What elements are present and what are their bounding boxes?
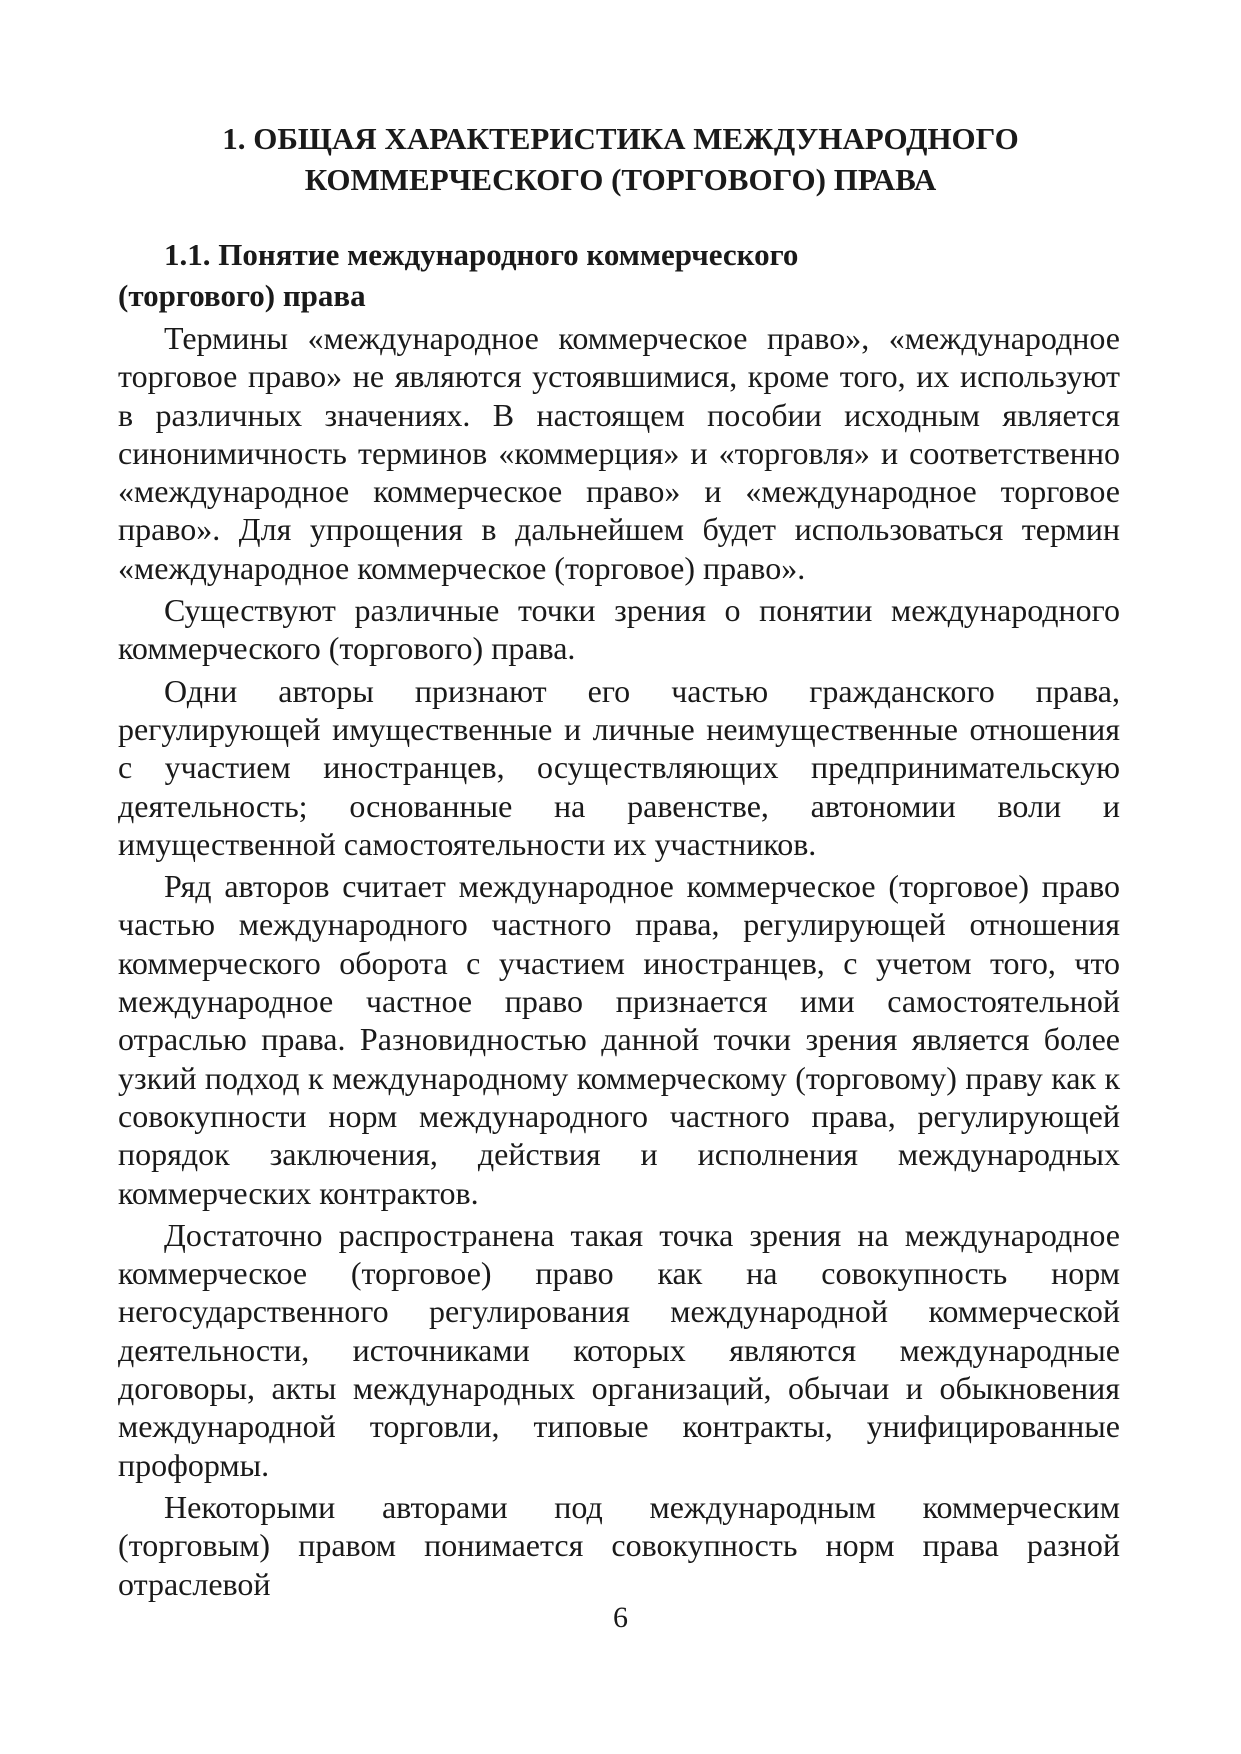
chapter-title: [120, 118, 1121, 200]
paragraph-2: Существуют различные точки зрения о понятии международного коммерческого (торгового) права.: [118, 592, 1120, 667]
chapter-title-line-2: КОММЕРЧЕСКОГО (ТОРГОВОГО) ПРАВА: [304, 162, 937, 197]
section-title-line-2: (торгового) права: [118, 278, 366, 313]
paragraph-4: Ряд авторов считает международное коммерческое (торговое) право частью международного частного права, регулирующей отношения коммерческого оборота с участием иностранцев, с учетом того, что международное частное право признается ими самостоятельной отраслью права. Разновидностью данной точки зрения является более узкий подход к международному коммерческому (торговому) праву как к совокупности норм международного частного права, регулирующей порядок заключения, действия и исполнения международных коммерческих контрактов.: [118, 868, 1120, 1211]
page-number: 6: [613, 1601, 628, 1634]
section-title-line-1: 1.1. Понятие международного коммерческого: [164, 237, 799, 272]
paragraph-1: Термины «международное коммерческое право», «международное торговое право» не являются устоявшимися, кроме того, их используют в различных значениях. В настоящем пособии исходным является синонимичность терминов «коммерция» и «торговля» и соответственно «международное коммерческое право» и «международное торговое право». Для упрощения в дальнейшем будет использоваться термин «международное коммерческое (торговое) право».: [118, 320, 1120, 586]
paragraph-3: Одни авторы признают его частью гражданского права, регулирующей имущественные и личные неимущественные отношения с участием иностранцев, осуществляющих предпринимательскую деятельность; основанные на равенстве, автономии воли и имущественной самостоятельности их участников.: [118, 672, 1120, 862]
paragraph-5: Достаточно распространена такая точка зрения на международное коммерческое (торговое) право как на совокупность норм негосударственного регулирования международной коммерческой деятельности, источниками которых являются международные договоры, акты международных организаций, обычаи и обыкновения международной торговли, типовые контракты, унифицированные проформы.: [118, 1216, 1120, 1483]
chapter-title-line-1: 1. ОБЩАЯ ХАРАКТЕРИСТИКА МЕЖДУНАРОДНОГО: [222, 121, 1019, 156]
body-text: [118, 319, 1120, 1603]
section-title: [118, 234, 798, 316]
paragraph-6: Некоторыми авторами под международным коммерческим (торговым) правом понимается совокупность норм права разной отраслевой: [118, 1488, 1120, 1602]
